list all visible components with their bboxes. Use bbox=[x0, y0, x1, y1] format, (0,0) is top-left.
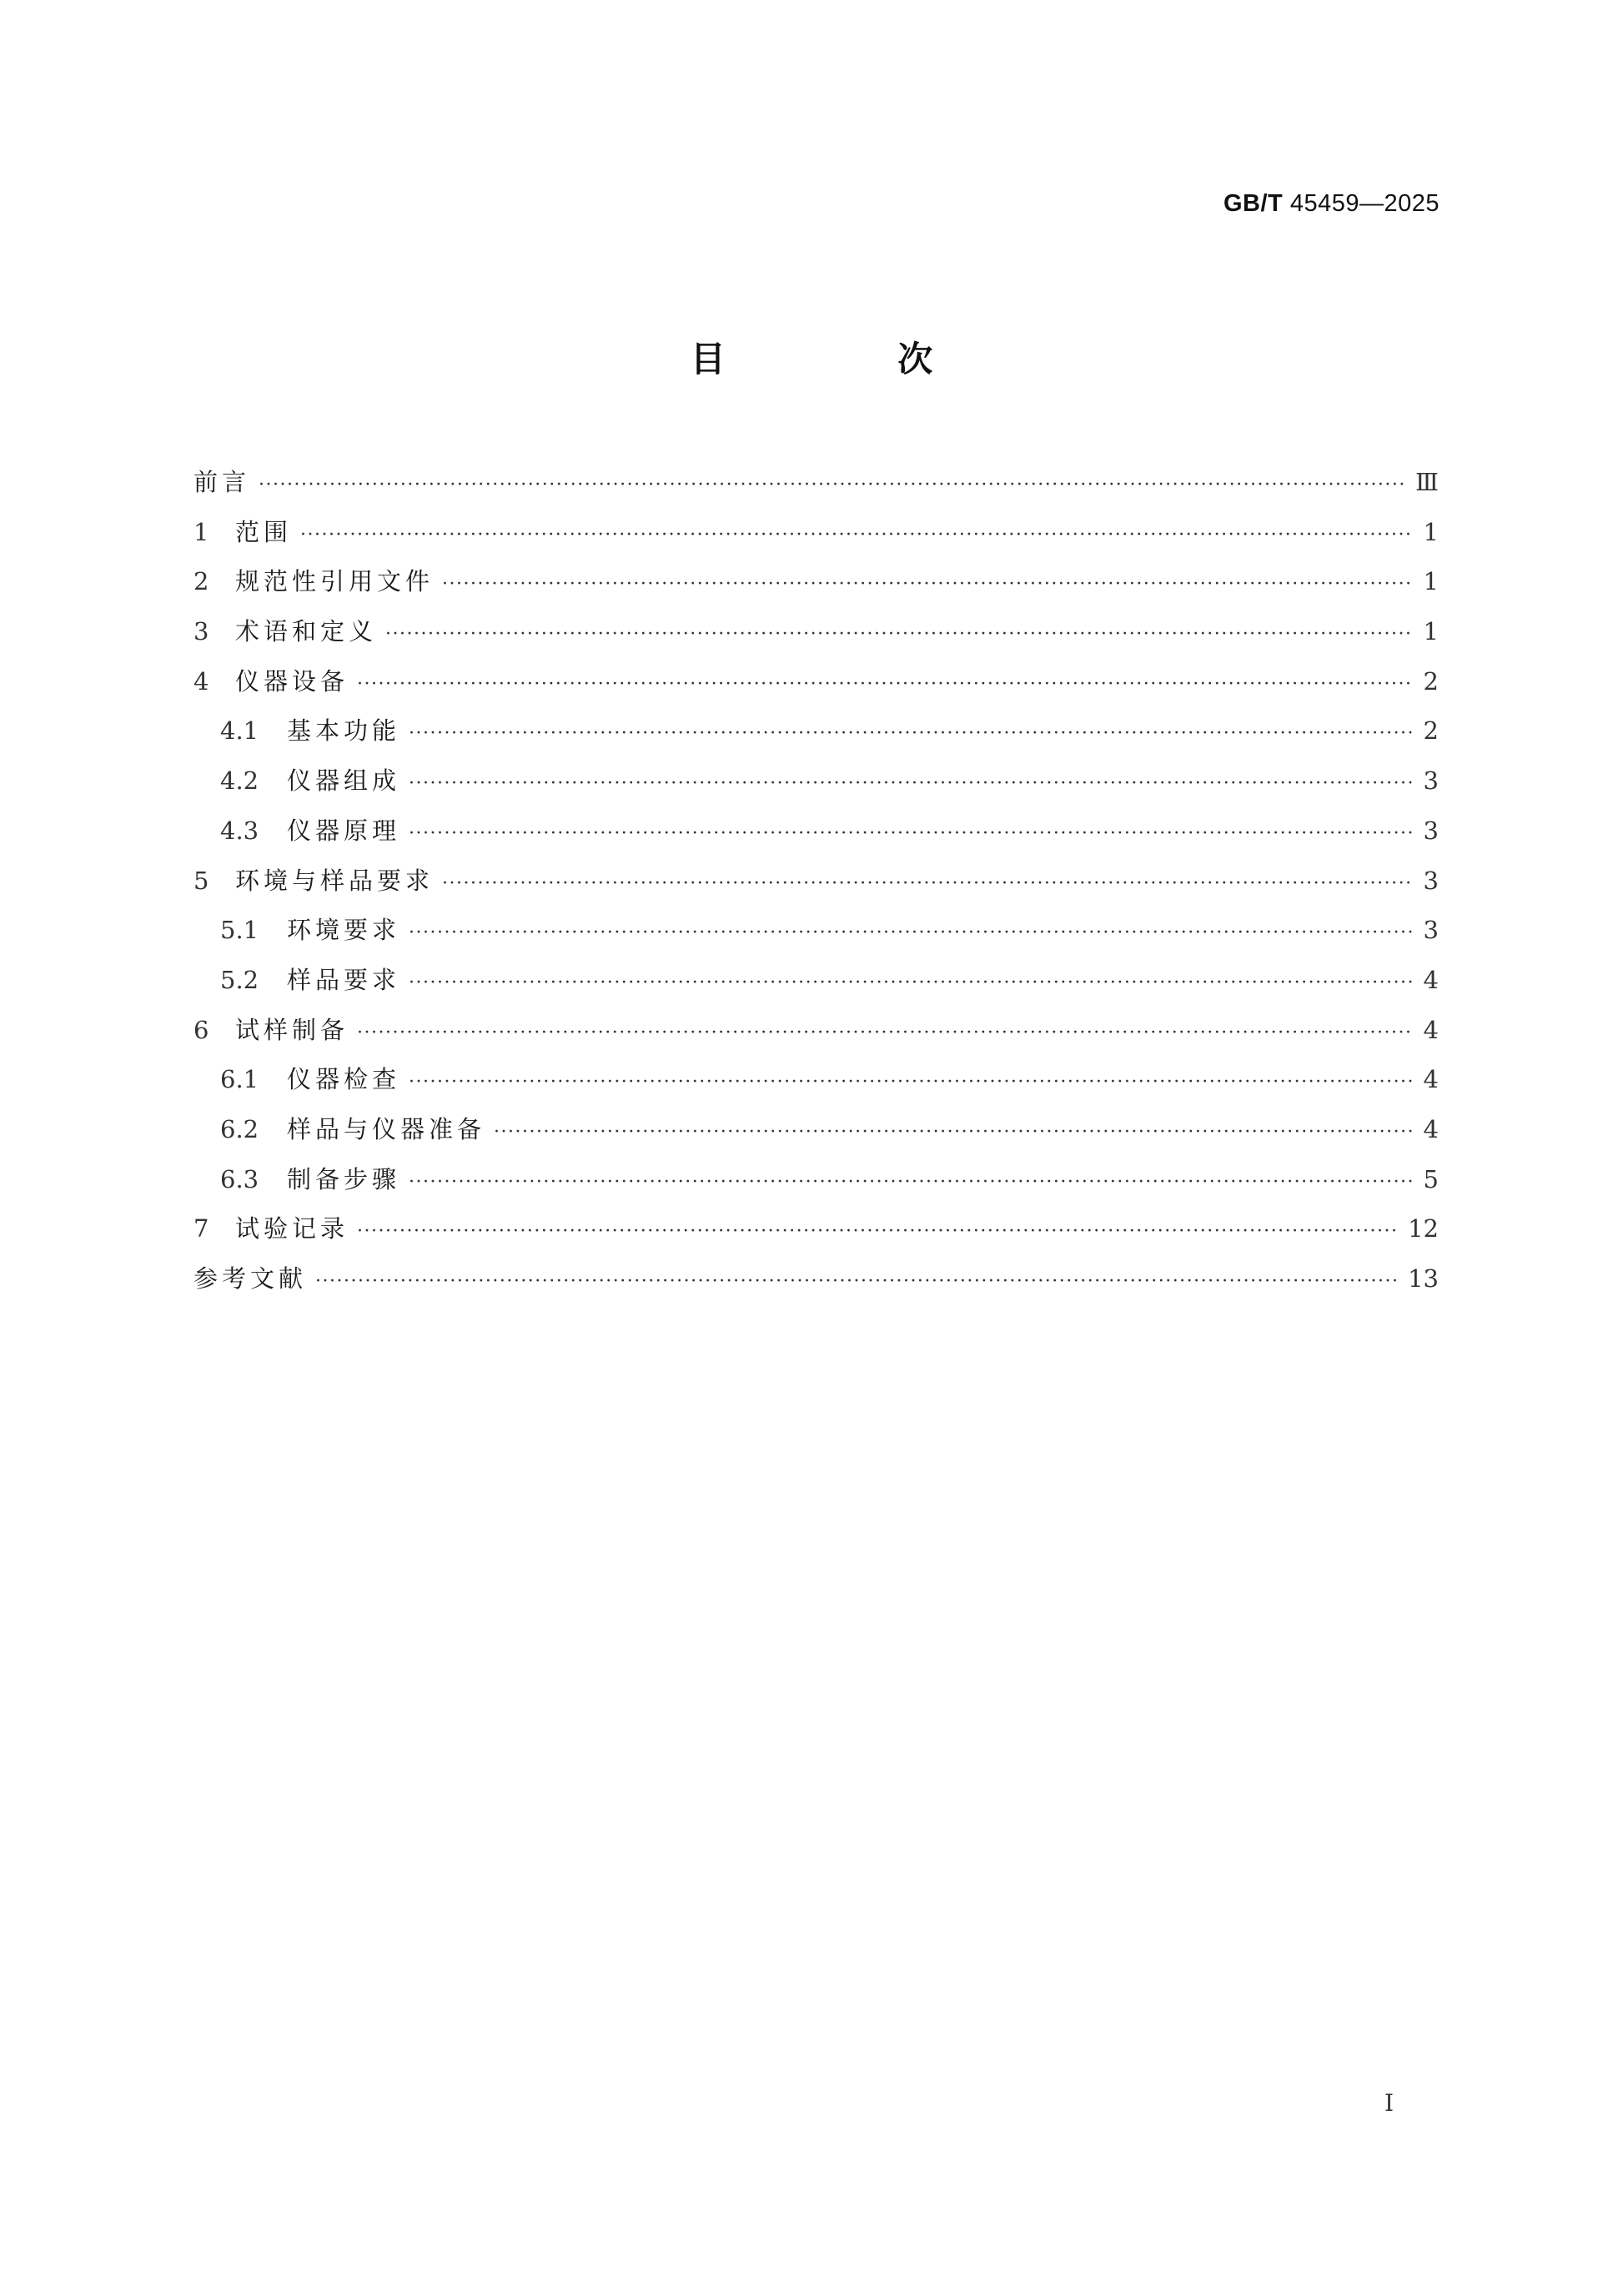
toc-entry-page: 4 bbox=[1423, 965, 1439, 994]
toc-dot-leader bbox=[409, 767, 1412, 801]
toc-entry[interactable] bbox=[193, 1163, 1439, 1213]
page-title: 目 次 bbox=[690, 339, 1013, 379]
toc-dot-leader bbox=[357, 1017, 1412, 1050]
toc-entry-label: 仪器原理 bbox=[287, 816, 401, 845]
toc-entry[interactable] bbox=[193, 615, 1439, 665]
toc-entry-number: 6 bbox=[193, 1015, 209, 1044]
toc-entry-page: 13 bbox=[1408, 1264, 1439, 1293]
toc-entry-number: 1 bbox=[193, 517, 209, 546]
toc-entry-page: 3 bbox=[1423, 866, 1439, 895]
toc-dot-leader bbox=[409, 967, 1412, 1000]
toc-entry[interactable] bbox=[193, 913, 1439, 963]
toc-entry-label: 制备步骤 bbox=[287, 1164, 401, 1193]
toc-entry-page: 3 bbox=[1423, 916, 1439, 945]
toc-dot-leader bbox=[385, 618, 1412, 651]
toc-entry-label: 环境与样品要求 bbox=[235, 866, 435, 895]
toc-entry-number: 4 bbox=[193, 666, 209, 696]
toc-dot-leader bbox=[409, 917, 1412, 950]
toc-entry-page: 1 bbox=[1423, 567, 1439, 596]
table-of-contents bbox=[193, 465, 1439, 1312]
toc-dot-leader bbox=[409, 1066, 1412, 1099]
toc-entry-number: 5 bbox=[193, 866, 209, 895]
toc-entry-label: 规范性引用文件 bbox=[235, 567, 435, 596]
toc-dot-leader bbox=[357, 1215, 1398, 1248]
toc-entry-page: 4 bbox=[1423, 1114, 1439, 1143]
toc-entry[interactable] bbox=[193, 565, 1439, 615]
page-number: I bbox=[1384, 2089, 1394, 2117]
toc-dot-leader bbox=[409, 1166, 1412, 1199]
toc-entry-label: 术语和定义 bbox=[235, 617, 378, 646]
toc-entry-label: 参考文献 bbox=[193, 1264, 308, 1293]
toc-entry-label: 仪器组成 bbox=[287, 766, 401, 796]
toc-entry-page: 1 bbox=[1423, 517, 1439, 546]
toc-dot-leader bbox=[300, 519, 1412, 552]
toc-dot-leader bbox=[442, 867, 1412, 901]
toc-entry[interactable] bbox=[193, 714, 1439, 764]
toc-entry-number: 4.3 bbox=[220, 816, 259, 845]
toc-entry-number: 5.1 bbox=[220, 916, 259, 945]
toc-entry-page: 2 bbox=[1423, 666, 1439, 696]
toc-dot-leader bbox=[442, 568, 1412, 601]
standard-prefix: GB/T bbox=[1224, 190, 1284, 217]
toc-dot-leader bbox=[315, 1265, 1398, 1299]
toc-entry-label: 样品要求 bbox=[287, 965, 401, 994]
toc-entry-number: 2 bbox=[193, 567, 209, 596]
toc-entry[interactable] bbox=[193, 764, 1439, 814]
toc-entry[interactable] bbox=[193, 665, 1439, 715]
toc-entry-page: Ⅲ bbox=[1415, 468, 1439, 496]
toc-entry[interactable] bbox=[193, 864, 1439, 914]
toc-entry-page: 2 bbox=[1423, 716, 1439, 746]
toc-entry-label: 仪器检查 bbox=[287, 1065, 401, 1094]
standard-number: 45459—2025 bbox=[1289, 190, 1440, 217]
toc-entry[interactable] bbox=[193, 465, 1439, 515]
toc-dot-leader bbox=[409, 817, 1412, 851]
toc-entry[interactable] bbox=[193, 1013, 1439, 1063]
toc-entry[interactable] bbox=[193, 1113, 1439, 1163]
toc-entry-page: 3 bbox=[1423, 766, 1439, 796]
toc-entry-label: 仪器设备 bbox=[235, 666, 349, 696]
standard-code bbox=[1224, 190, 1440, 218]
toc-entry-label: 样品与仪器准备 bbox=[287, 1114, 486, 1143]
toc-entry[interactable] bbox=[193, 515, 1439, 565]
toc-entry-page: 12 bbox=[1408, 1214, 1439, 1243]
toc-entry-label: 范围 bbox=[235, 517, 293, 546]
toc-entry-label: 试样制备 bbox=[235, 1015, 349, 1044]
toc-dot-leader bbox=[494, 1116, 1412, 1149]
toc-entry-label: 试验记录 bbox=[235, 1214, 349, 1243]
toc-entry-number: 6.3 bbox=[220, 1164, 259, 1193]
toc-dot-leader bbox=[357, 668, 1412, 701]
toc-entry[interactable] bbox=[193, 1063, 1439, 1113]
toc-entry-page: 4 bbox=[1423, 1015, 1439, 1044]
toc-entry-number: 4.1 bbox=[220, 716, 259, 746]
toc-entry-number: 3 bbox=[193, 617, 209, 646]
toc-entry-page: 1 bbox=[1423, 617, 1439, 646]
toc-entry-number: 5.2 bbox=[220, 965, 259, 994]
toc-entry-label: 前言 bbox=[193, 468, 251, 496]
toc-dot-leader bbox=[259, 469, 1405, 502]
toc-entry[interactable] bbox=[193, 963, 1439, 1013]
toc-entry[interactable] bbox=[193, 1212, 1439, 1262]
toc-entry-page: 5 bbox=[1423, 1164, 1439, 1193]
toc-entry-label: 基本功能 bbox=[287, 716, 401, 746]
toc-entry-number: 4.2 bbox=[220, 766, 259, 796]
toc-dot-leader bbox=[409, 717, 1412, 751]
toc-entry-number: 7 bbox=[193, 1214, 209, 1243]
toc-entry-page: 3 bbox=[1423, 816, 1439, 845]
toc-entry-page: 4 bbox=[1423, 1065, 1439, 1094]
toc-entry[interactable] bbox=[193, 1262, 1439, 1312]
toc-entry-label: 环境要求 bbox=[287, 916, 401, 945]
toc-entry-number: 6.1 bbox=[220, 1065, 259, 1094]
toc-entry-number: 6.2 bbox=[220, 1114, 259, 1143]
toc-entry[interactable] bbox=[193, 814, 1439, 864]
